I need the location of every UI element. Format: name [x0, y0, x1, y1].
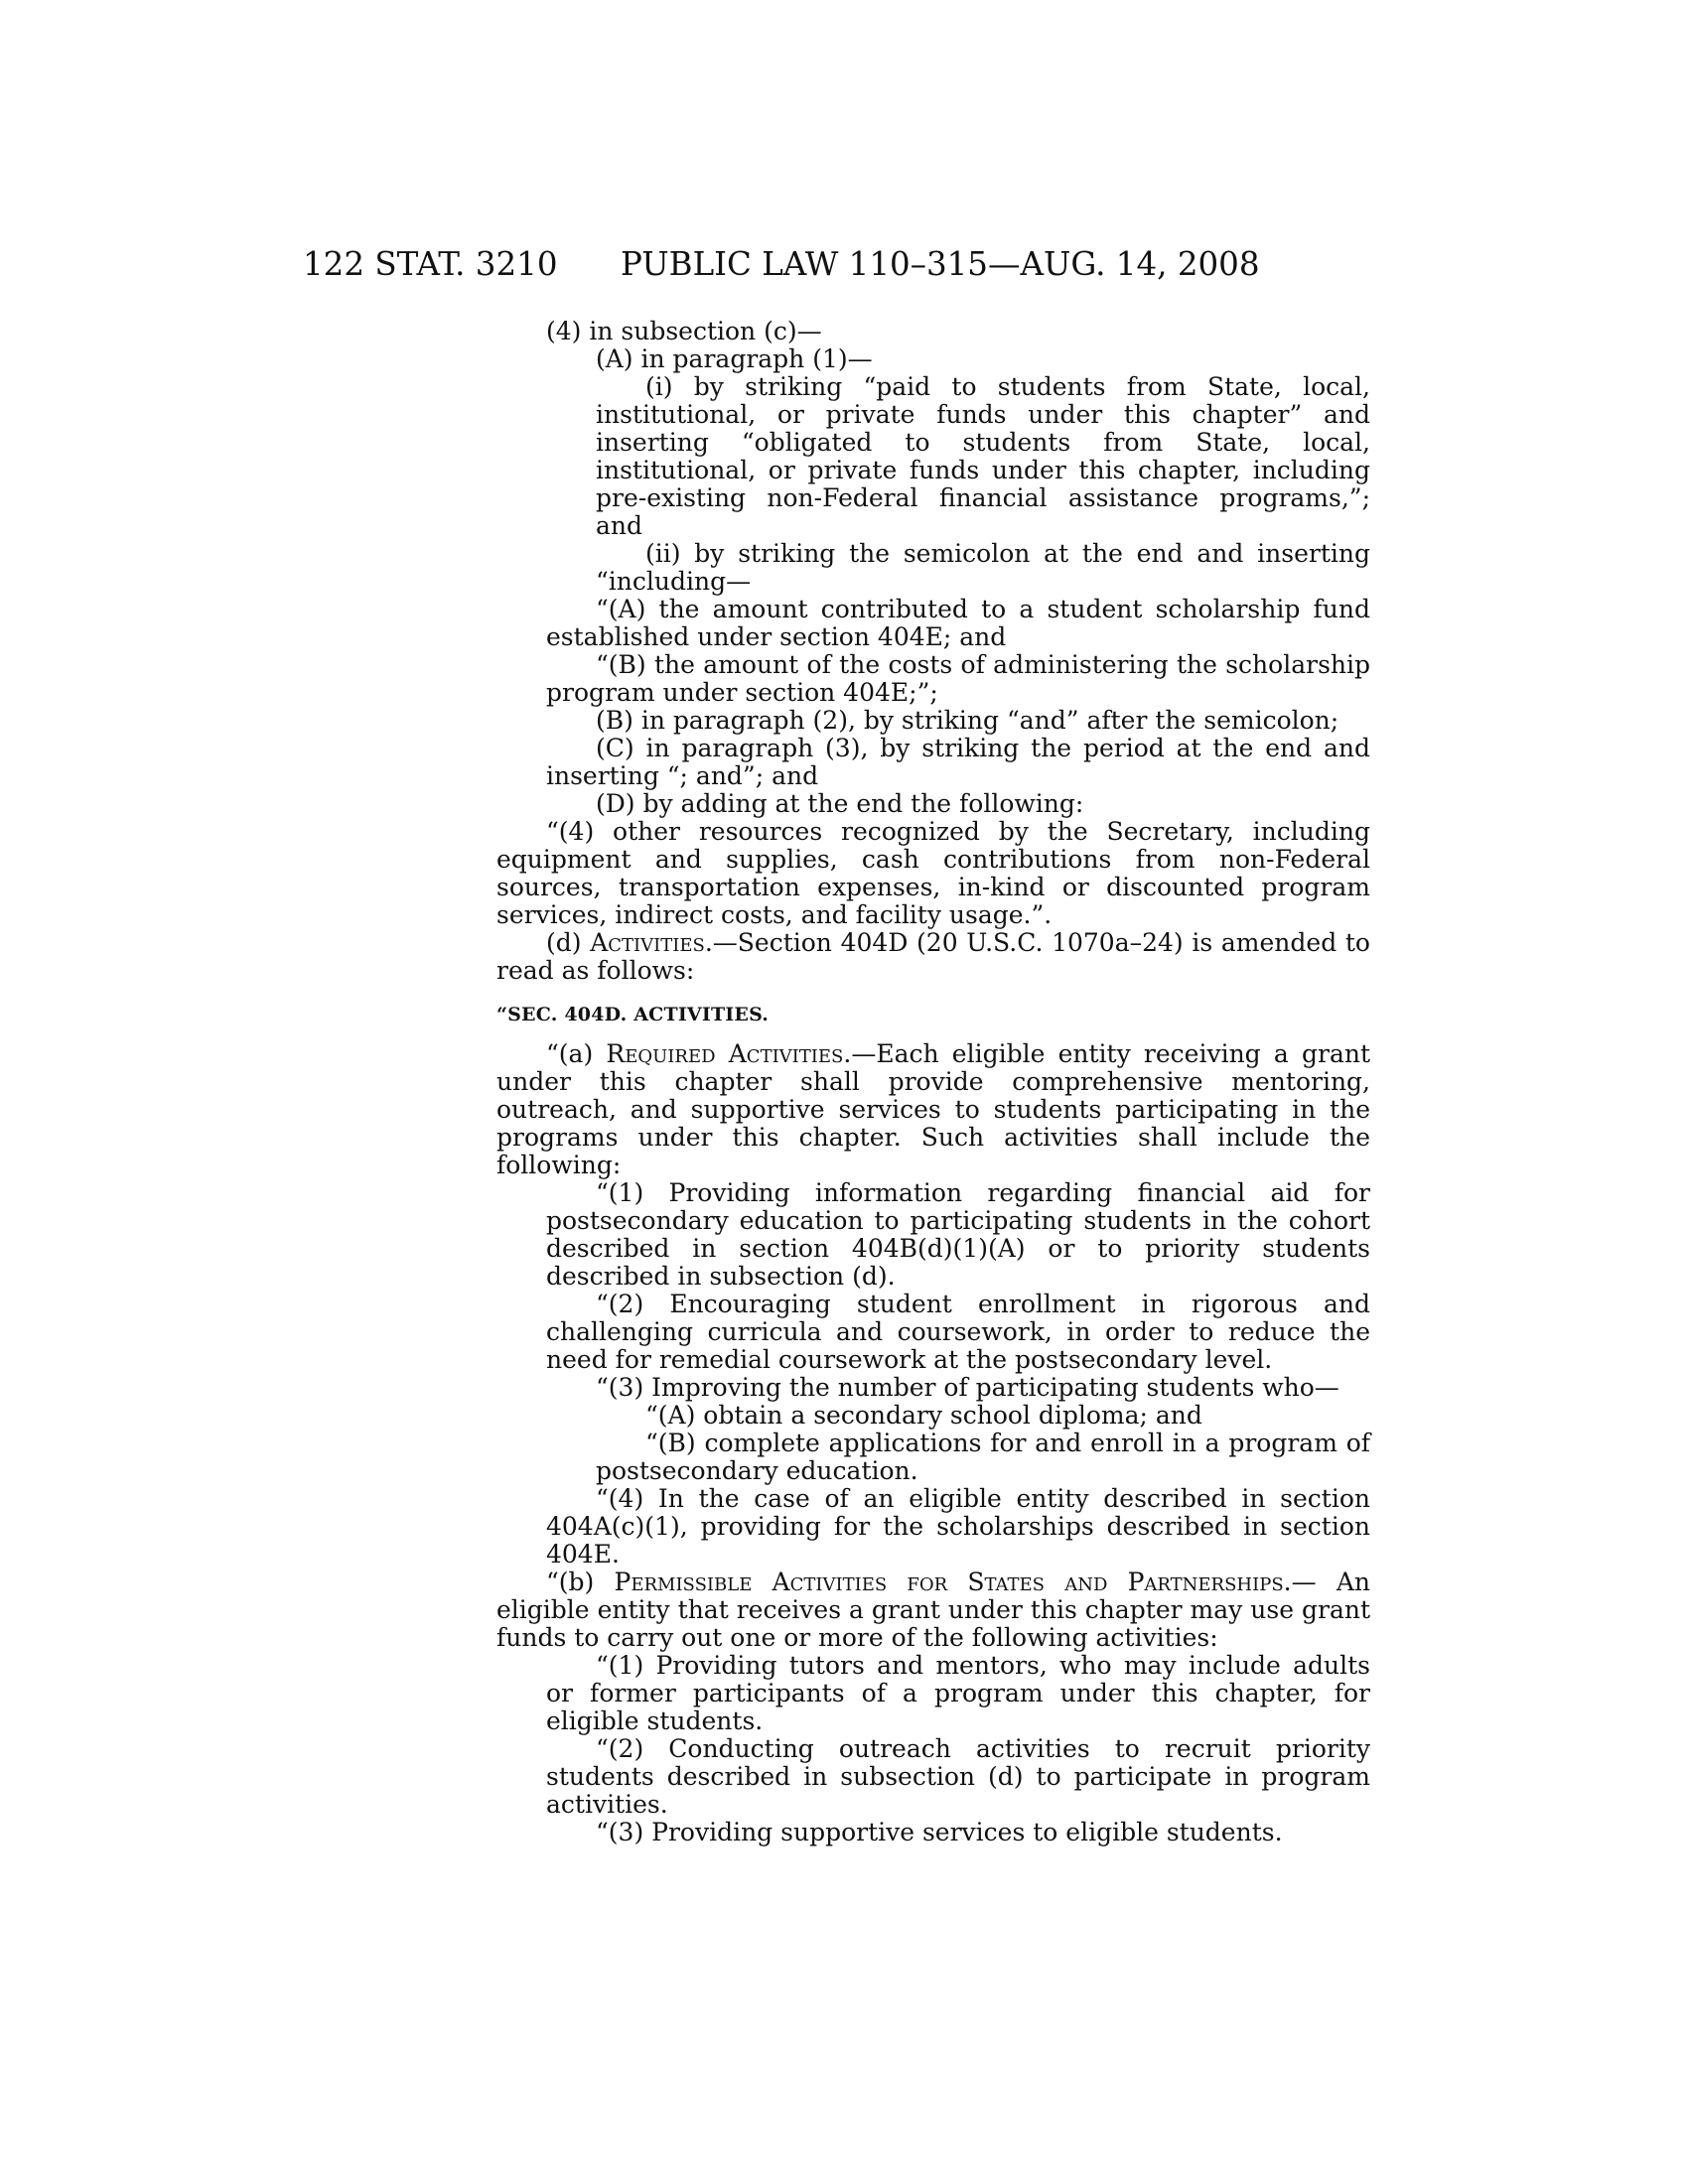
para-d-prefix: (d) — [546, 928, 591, 957]
para-d-text: .—Section 404D (20 U.S.C. 1070a–24) is amended to read as follows: — [496, 928, 1370, 985]
para-C-paragraph-3: (C) in paragraph (3), by striking the period at the end and inserting “; and”; and — [546, 734, 1370, 790]
para-b-permissible-activities — [496, 1569, 1370, 1652]
page-stat-citation: 122 STAT. 3210 — [303, 245, 558, 283]
para-b-prefix: “(b) — [546, 1568, 615, 1596]
item-3-B-applications: “(B) complete applications for and enroll in a program of postsecondary education. — [596, 1429, 1370, 1485]
item-1-financial-aid: “(1) Providing information regarding financial aid for postsecondary education to participating students in the cohort described in section 404B(d)(1)(A) or to priority students described in subsection (d). — [546, 1178, 1370, 1291]
para-a-heading: Required Activities — [606, 1039, 844, 1068]
item-4-scholarships: “(4) In the case of an eligible entity described in section 404A(c)(1), providing for the scholarships described in section 404E. — [546, 1484, 1370, 1569]
section-heading: “SEC. 404D. ACTIVITIES. — [496, 1004, 770, 1025]
statute-body — [496, 318, 1370, 1846]
quoted-A-amount: “(A) the amount contributed to a student scholarship fund established under section 404E; and — [546, 595, 1370, 651]
item-b3-supportive: “(3) Providing supportive services to eligible students. — [596, 1818, 1283, 1846]
para-a-required-activities — [496, 1040, 1370, 1179]
item-3-improving: “(3) Improving the number of participating students who— — [596, 1373, 1339, 1402]
para-D-adding: (D) by adding at the end the following: — [596, 789, 1084, 818]
para-ii-striking: (ii) by striking the semicolon at the end and inserting “including— — [596, 539, 1370, 596]
para-i-striking: (i) by striking “paid to students from State, local, institutional, or private funds under this chapter” and inserting “obligated to students from State, local, institutional, or private funds under this chapter, including pre-existing non-Federal financial assistance programs,”; and — [596, 372, 1370, 540]
item-b1-tutors: “(1) Providing tutors and mentors, who may include adults or former participants of a program under this chapter, for eligible students. — [546, 1651, 1370, 1735]
para-B-paragraph-2: (B) in paragraph (2), by striking “and” after the semicolon; — [596, 706, 1339, 735]
item-3-A-diploma: “(A) obtain a secondary school diploma; and — [645, 1401, 1202, 1430]
item-2-enrollment: “(2) Encouraging student enrollment in rigorous and challenging curricula and coursework, in order to reduce the need for remedial coursework at the postsecondary level. — [546, 1290, 1370, 1374]
quoted-B-amount: “(B) the amount of the costs of administering the scholarship program under section 404E;”; — [546, 650, 1370, 707]
item-b2-outreach: “(2) Conducting outreach activities to recruit priority students described in subsection (d) to participate in program activities. — [546, 1734, 1370, 1819]
para-d-activities — [496, 929, 1370, 985]
para-A-paragraph-1: (A) in paragraph (1)— — [596, 344, 873, 373]
para-4-subsection-c: (4) in subsection (c)— — [546, 317, 822, 345]
quoted-4-other-resources: “(4) other resources recognized by the Secretary, including equipment and supplies, cash contributions from non-Federal sources, transportation expenses, in-kind or discounted program services, indirect costs, and facility usage.”. — [496, 817, 1370, 929]
para-b-text: .— An eligible entity that receives a grant under this chapter may use grant funds to carry out one or more of the following activities: — [496, 1568, 1370, 1652]
para-a-prefix: “(a) — [546, 1039, 607, 1068]
para-d-heading: Activities — [590, 928, 705, 957]
para-b-heading: Permissible Activities for States and Partnerships — [614, 1568, 1284, 1596]
para-a-text: .—Each eligible entity receiving a grant under this chapter shall provide comprehensive mentoring, outreach, and supportive services to students participating in the programs under this chapter. Such activities shall include the following: — [496, 1039, 1371, 1179]
page-running-title: PUBLIC LAW 110–315—AUG. 14, 2008 — [621, 245, 1260, 283]
